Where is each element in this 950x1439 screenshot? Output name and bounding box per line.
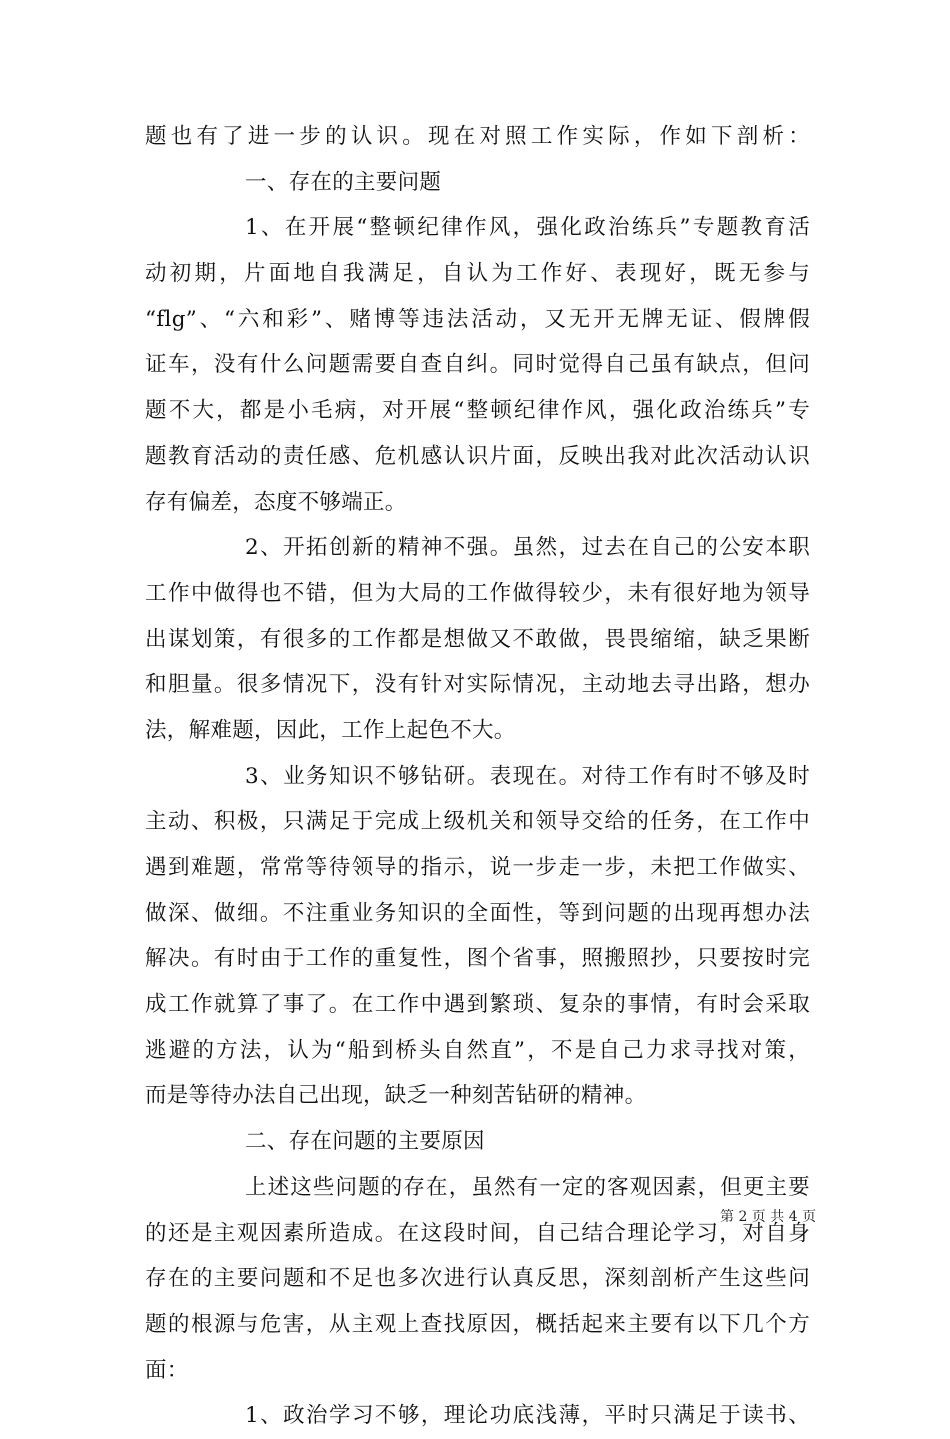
body-line: 题不大，都是小毛病，对开展“整顿纪律作风，强化政治练兵”专 [145, 398, 810, 424]
body-line: 动初期，片面地自我满足，自认为工作好、表现好，既无参与 [145, 261, 810, 287]
body-line: 1、政治学习不够，理论功底浅薄，平时只满足于读书、 [245, 1403, 810, 1429]
body-line: 上述这些问题的存在，虽然有一定的客观因素，但更主要 [245, 1174, 810, 1200]
body-line: 存有偏差，态度不够端正。 [145, 489, 407, 515]
section-heading-problems: 一、存在的主要问题 [245, 169, 442, 195]
body-line: 逃避的方法，认为“船到桥头自然直”，不是自己力求寻找对策， [145, 1037, 810, 1063]
document-body [145, 114, 810, 1439]
section-heading-causes: 二、存在问题的主要原因 [245, 1129, 485, 1155]
body-line: 面： [145, 1357, 189, 1383]
body-line: 出谋划策，有很多的工作都是想做又不敢做，畏畏缩缩，缺乏果断 [145, 626, 810, 652]
body-line: 存在的主要问题和不足也多次进行认真反思，深刻剖析产生这些问 [145, 1266, 810, 1292]
body-line: 和胆量。很多情况下，没有针对实际情况，主动地去寻出路，想办 [145, 672, 810, 698]
body-line: “flg”、“六和彩”、赌博等违法活动，又无开无牌无证、假牌假 [145, 306, 810, 332]
body-line: 2、开拓创新的精神不强。虽然，过去在自己的公安本职 [245, 535, 810, 561]
body-line: 法，解难题，因此，工作上起色不大。 [145, 717, 516, 743]
body-line: 1、在开展“整顿纪律作风，强化政治练兵”专题教育活 [245, 215, 810, 241]
body-line: 遇到难题，常常等待领导的指示，说一步走一步，未把工作做实、 [145, 855, 810, 880]
body-line: 题的根源与危害，从主观上查找原因，概括起来主要有以下几个方 [145, 1311, 810, 1337]
body-line: 证车，没有什么问题需要自查自纠。同时觉得自己虽有缺点，但问 [145, 352, 810, 378]
page-number-footer: 第 2 页 共 4 页 [720, 1209, 817, 1225]
body-line: 做深、做细。不注重业务知识的全面性，等到问题的出现再想办法 [145, 900, 810, 926]
body-line: 主动、积极，只满足于完成上级机关和领导交给的任务，在工作中 [145, 809, 810, 835]
body-line: 3、业务知识不够钻研。表现在。对待工作有时不够及时 [245, 763, 810, 789]
body-line: 而是等待办法自己出现，缺乏一种刻苦钻研的精神。 [145, 1083, 647, 1109]
body-line: 成工作就算了事了。在工作中遇到繁琐、复杂的事情，有时会采取 [145, 992, 810, 1018]
body-line: 工作中做得也不错，但为大局的工作做得较少，未有很好地为领导 [145, 580, 810, 606]
body-line: 解决。有时由于工作的重复性，图个省事，照搬照抄，只要按时完 [145, 946, 810, 972]
body-line: 的还是主观因素所造成。在这段时间，自己结合理论学习，对自身 [145, 1220, 810, 1246]
body-line: 题教育活动的责任感、危机感认识片面，反映出我对此次活动认识 [145, 443, 810, 469]
body-line: 题也有了进一步的认识。现在对照工作实际，作如下剖析： [145, 124, 810, 149]
